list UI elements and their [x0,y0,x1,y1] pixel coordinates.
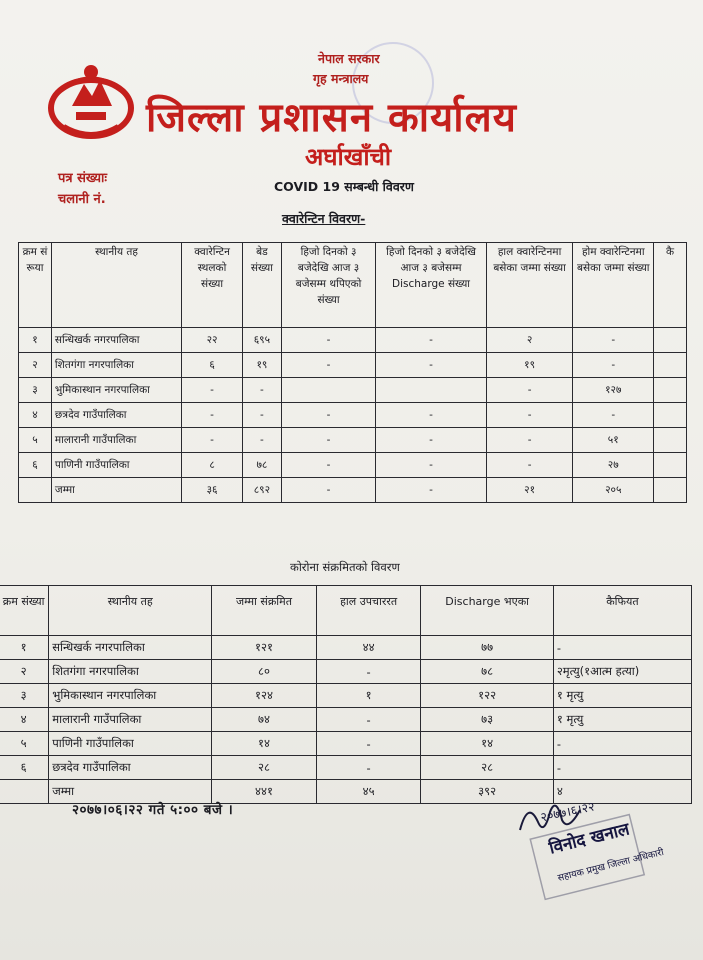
col-header: Discharge भएका [421,586,553,636]
dispatch-number-label: चलानी नं. [58,192,106,207]
table-cell: १४ [421,732,553,756]
table-cell: - [553,636,691,660]
col-header: क्रम संख्या [0,586,49,636]
table-row [0,708,692,732]
covid-title: COVID 19 सम्बन्धी विवरण [274,179,414,194]
table-row [19,378,687,403]
table-cell: ४ [0,708,49,732]
table-cell: मालारानी गाउँपालिका [51,428,181,453]
table-cell: २८ [212,756,317,780]
officer-title: सहायक प्रमुख जिल्ला अधिकारी [556,846,665,884]
table-cell: - [281,328,375,353]
table-cell: - [376,328,486,353]
table-cell: १२४ [212,684,317,708]
col-header: जम्मा संक्रमित [212,586,317,636]
table-cell: ७७ [421,636,553,660]
table-cell: १ [19,328,52,353]
officer-name: विनोद खनाल [547,819,632,859]
table-cell [376,378,486,403]
table-cell: - [182,428,243,453]
table-cell [654,378,687,403]
table-cell: जम्मा [49,780,212,804]
table-cell: - [573,353,654,378]
table-cell: - [486,428,573,453]
table-cell: पाणिनी गाउँपालिका [49,732,212,756]
table-cell: २२ [182,328,243,353]
ministry-label: गृह मन्त्रालय [313,71,369,86]
table-cell: ६ [19,453,52,478]
table-cell: ५ [0,732,49,756]
table-row [19,428,687,453]
table-cell: २०५ [573,478,654,503]
corona-table [0,585,692,804]
government-label: नेपाल सरकार [318,51,380,66]
table-cell: - [242,378,281,403]
corona-header-row [0,586,692,636]
office-title: जिल्ला प्रशासन कार्यालय [146,95,517,141]
table-cell: ३ [19,378,52,403]
table-cell [654,453,687,478]
table-cell [654,353,687,378]
table-row [19,328,687,353]
table-cell: ३ [0,684,49,708]
table-cell: २ [19,353,52,378]
table-cell: शितगंगा नगरपालिका [49,660,212,684]
table-cell: २१ [486,478,573,503]
table-cell: ६९५ [242,328,281,353]
table-cell: ७४ [212,708,317,732]
table-cell: ३९२ [421,780,553,804]
col-header: हिजो दिनको ३ बजेदेखि आज ३ बजेसम्म Discharge संख्या [376,243,486,328]
table-cell: १२१ [212,636,317,660]
table-cell: ५१ [573,428,654,453]
report-date-line: २०७७।०६।२२ गते ५:०० बजे । [72,802,234,818]
col-header: हाल क्वारेन्टिनमा बसेका जम्मा संख्या [486,243,573,328]
table-cell: १२२ [421,684,553,708]
table-cell: २ [0,660,49,684]
col-header: कै [654,243,687,328]
table-row [0,756,692,780]
table-cell: ५ [19,428,52,453]
table-cell: २मृत्यु(१आत्म हत्या) [553,660,691,684]
table-cell [654,328,687,353]
table-cell: २ [486,328,573,353]
table-cell: ७८ [421,660,553,684]
col-header: क्वारेन्टिन स्थलको संख्या [182,243,243,328]
col-header: हाल उपचाररत [316,586,421,636]
table-cell: ४४१ [212,780,317,804]
table-cell: मालारानी गाउँपालिका [49,708,212,732]
table-cell: - [281,403,375,428]
table-cell: ४ [19,403,52,428]
table-cell: - [573,403,654,428]
table-cell: - [376,403,486,428]
table-row [0,636,692,660]
table-cell: - [316,732,421,756]
table-cell: - [316,708,421,732]
table-cell: शितगंगा नगरपालिका [51,353,181,378]
table-cell: - [486,378,573,403]
col-header: स्थानीय तह [49,586,212,636]
table-cell: ४ [553,780,691,804]
col-header: होम क्वारेन्टिनमा बसेका जम्मा संख्या [573,243,654,328]
nepal-emblem-icon [42,56,140,142]
table-cell: सन्धिखर्क नगरपालिका [51,328,181,353]
table-cell: ८ [182,453,243,478]
table-cell: २७ [573,453,654,478]
table-cell: भुमिकास्थान नगरपालिका [49,684,212,708]
col-header: बेड संख्या [242,243,281,328]
table-cell: - [553,756,691,780]
table-row [0,732,692,756]
signature-date: २०७७।६।२२ [539,798,596,825]
table-cell: - [316,660,421,684]
table-cell: १४ [212,732,317,756]
table-cell: भुमिकास्थान नगरपालिका [51,378,181,403]
table-cell: ८० [212,660,317,684]
table-cell: छत्रदेव गाउँपालिका [51,403,181,428]
table-cell: ८९२ [242,478,281,503]
table-row [19,403,687,428]
table-cell: - [486,403,573,428]
col-header: क्रम सं रूया [19,243,52,328]
table-cell: १९ [486,353,573,378]
table-row [0,684,692,708]
table-cell: - [486,453,573,478]
table-cell: १ मृत्यु [553,684,691,708]
table-cell [654,403,687,428]
quarantine-section-title: क्वारेन्टिन विवरण- [282,211,366,226]
corona-section-title: कोरोना संक्रमितको विवरण [290,560,400,574]
table-cell: १९ [242,353,281,378]
table-cell: २८ [421,756,553,780]
table-cell: - [242,403,281,428]
table-cell: - [376,453,486,478]
table-row [19,453,687,478]
table-cell: - [553,732,691,756]
table-cell: - [376,353,486,378]
table-cell: ४५ [316,780,421,804]
col-header: हिजो दिनको ३ बजेदेखि आज ३ बजेसम्म थपिएको संख्या [281,243,375,328]
table-cell: ६ [182,353,243,378]
table-cell: - [573,328,654,353]
table-cell [654,478,687,503]
table-cell: १ मृत्यु [553,708,691,732]
table-cell: - [281,453,375,478]
table-cell [281,378,375,403]
table-cell: पाणिनी गाउँपालिका [51,453,181,478]
table-cell: छत्रदेव गाउँपालिका [49,756,212,780]
table-cell: - [182,403,243,428]
table-cell: - [242,428,281,453]
table-cell: १२७ [573,378,654,403]
table-cell: ४४ [316,636,421,660]
table-row [19,478,687,503]
table-cell: - [316,756,421,780]
table-cell: - [376,478,486,503]
table-cell: - [281,478,375,503]
table-cell: जम्मा [51,478,181,503]
table-cell: - [182,378,243,403]
table-cell: - [281,353,375,378]
table-cell: - [281,428,375,453]
col-header: स्थानीय तह [51,243,181,328]
table-cell [654,428,687,453]
table-cell: १ [0,636,49,660]
table-row [19,353,687,378]
quarantine-header-row [19,243,687,328]
table-row [0,660,692,684]
table-cell: ३६ [182,478,243,503]
reference-number-label: पत्र संख्याः [58,171,108,186]
table-cell: ७८ [242,453,281,478]
table-cell [19,478,52,503]
col-header: कैफियत [553,586,691,636]
table-cell: ६ [0,756,49,780]
table-cell: १ [316,684,421,708]
table-cell: ७३ [421,708,553,732]
quarantine-table [18,242,687,503]
table-cell: - [376,428,486,453]
table-cell: सन्धिखर्क नगरपालिका [49,636,212,660]
district-name: अर्घाखाँची [305,143,392,171]
table-cell [0,780,49,804]
